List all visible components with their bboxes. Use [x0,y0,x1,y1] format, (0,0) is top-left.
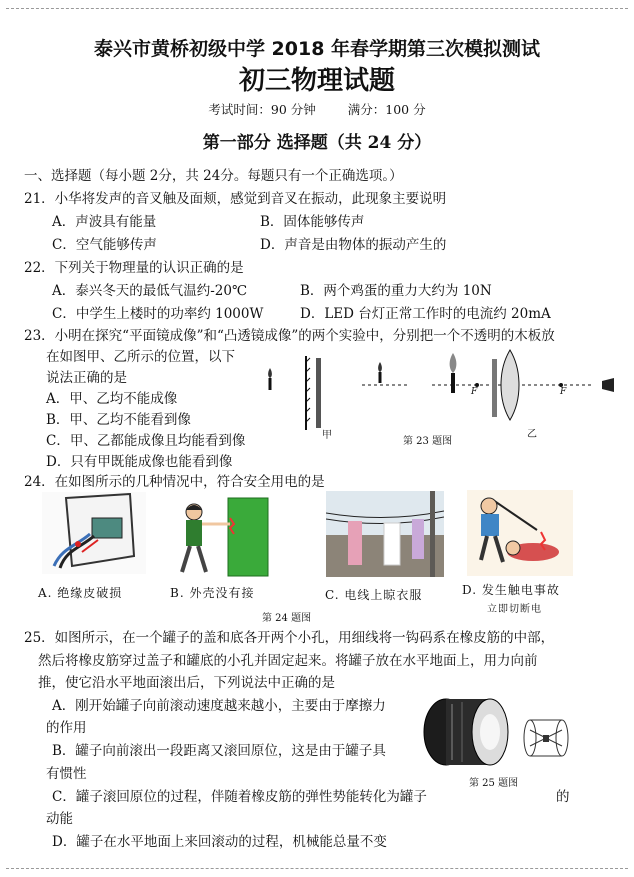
q23-stem-line3: 说法正确的是 [46,370,127,386]
exam-score: 满分：100 分 [347,102,426,117]
q23-figure-lens [362,345,620,435]
wood-board-a [316,358,321,428]
school-title: 泰兴市黄桥初级中学 2018 年春学期第三次模拟测试 [93,38,541,60]
q24-option-b: B. 外壳没有接 [170,586,255,600]
q25-option-b-line2: 有惯性 [46,766,87,782]
q21-option-a: A．声波具有能量 [52,214,157,230]
q24-option-d-line2: 立即切断电 [487,604,542,615]
bottom-dashed-border [6,868,628,869]
q22-option-a: A．泰兴冬天的最低气温约-20℃ [52,283,248,299]
q23-option-c: C．甲、乙都能成像且均能看到像 [46,433,246,449]
q25-option-a-line2: 的作用 [46,720,87,736]
q24-figure-caption: 第 24 题图 [262,613,312,624]
q23-stem-line1: 23．小明在探究“平面镜成像”和“凸透镜成像”的两个实验中，分别把一个不透明的木板放 [24,328,555,344]
eye-icon [602,378,614,392]
section-intro: 一、选择题（每小题 2分，共 24分。每题只有一个正确选项。） [24,168,403,184]
q25-stem-line1: 25．如图所示，在一个罐子的盖和底各开两个小孔，用细线将一钩码系在橡皮筋的中部， [24,630,555,646]
wood-board-b [492,359,497,417]
q24-stem: 24．在如图所示的几种情况中，符合安全用电的是 [24,474,325,490]
convex-lens [501,350,519,420]
q25-figure-caption: 第 25 题图 [469,778,519,789]
q25-option-c-line1: C．罐子滚回原位的过程，伴随着橡皮筋的弹性势能转化为罐子 [52,789,427,805]
q24-option-d-line1: D. 发生触电事故 [462,583,560,597]
exam-meta [0,100,634,118]
q23-stem-line2: 在如图甲、乙所示的位置，以下 [46,349,235,365]
q22-option-d: D．LED 台灯正常工作时的电流约 20mA [300,306,551,322]
focus-label-right: F [560,387,567,397]
flame-b [378,362,382,372]
q23-figure-caption: 第 23 题图 [403,436,453,447]
part-title: 第一部分 选择题（共 24 分） [202,133,432,153]
flame-a [268,368,272,378]
q21-option-d: D．声音是由物体的振动产生的 [260,237,447,253]
q24-image-a [42,492,146,574]
q23-option-d: D．只有甲既能成像也能看到像 [46,454,233,470]
q22-option-b: B．两个鸡蛋的重力大约为 10N [300,283,492,299]
q25-stem-line2: 然后将橡皮筋穿过盖子和罐底的小孔并固定起来。将罐子放在水平地面上，用力向前 [38,653,538,669]
exam-title: 初三物理试题 [238,66,395,96]
q21-option-c: C．空气能够传声 [52,237,157,253]
q24-image-d [467,490,573,576]
q22-option-c: C．中学生上楼时的功率约 1000W [52,306,264,322]
q21-option-b: B．固体能够传声 [260,214,365,230]
q24-image-b [166,494,272,578]
q25-figure [410,690,570,770]
q24-option-c: C. 电线上晾衣服 [325,588,423,602]
q25-option-d: D．罐子在水平地面上来回滚动的过程，机械能总量不变 [52,834,387,850]
q22-stem: 22．下列关于物理量的认识正确的是 [24,260,244,276]
q25-option-c-line2: 动能 [46,811,73,827]
q25-option-c-end: 的 [556,789,570,805]
fig-label-yi: 乙 [527,429,537,440]
q25-stem-line3: 推，使它沿水平地面滚出后，下列说法中正确的是 [38,675,335,691]
focus-label-left: F [471,387,478,397]
q25-option-a-line1: A．刚开始罐子向前滚动速度越来越小，主要由于摩擦力 [52,698,386,714]
q24-option-a: A. 绝缘皮破损 [38,586,123,600]
q25-option-b-line1: B．罐子向前滚出一段距离又滚回原位，这是由于罐子具 [52,743,386,759]
q24-image-c [326,491,444,577]
q23-option-a: A．甲、乙均不能成像 [46,391,178,407]
flame-c [450,353,457,373]
q23-option-b: B．甲、乙均不能看到像 [46,412,191,428]
q21-stem: 21．小华将发声的音叉触及面颊，感觉到音叉在振动，此现象主要说明 [24,191,447,207]
top-dashed-border [6,8,628,9]
q23-figure-mirror [262,350,352,435]
fig-label-jia: 甲 [322,430,332,441]
exam-time: 考试时间：90 分钟 [208,102,316,117]
